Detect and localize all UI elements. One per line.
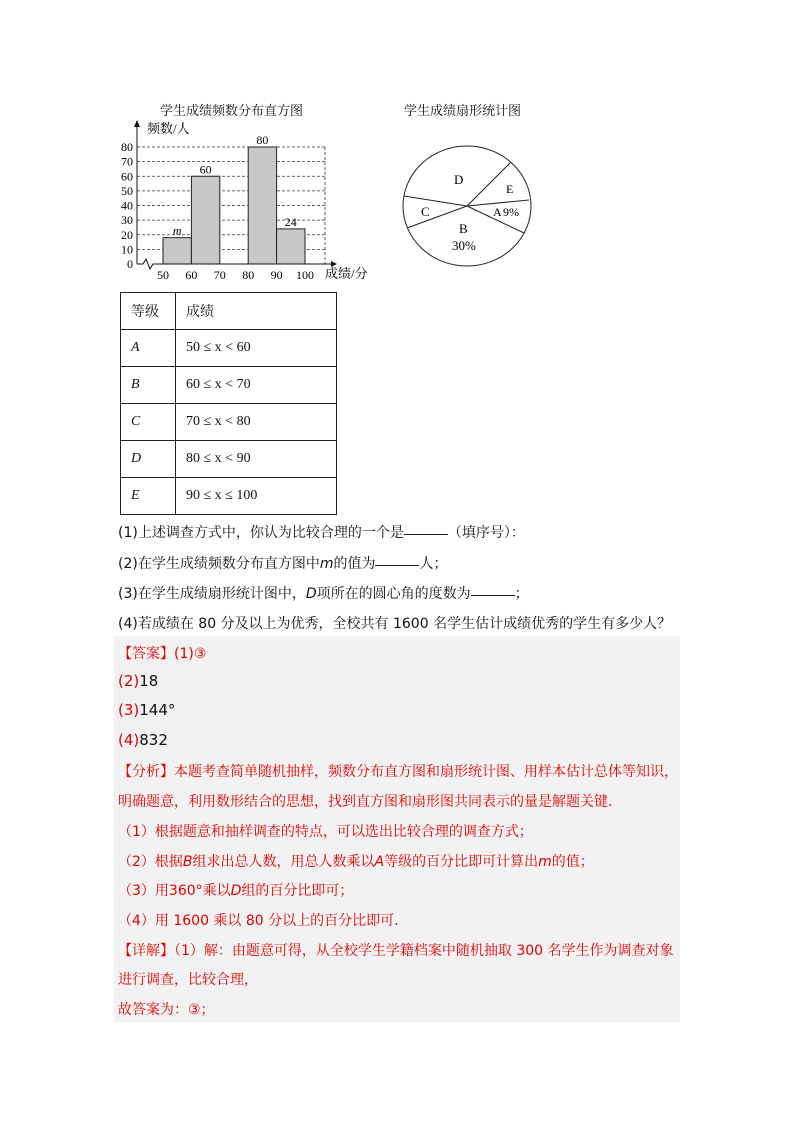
analysis-step-4: （4）用 1600 乘以 80 分以上的百分比即可. [118,913,399,929]
table-header-score: 成绩 [176,293,337,330]
x-tick-label: 80 [242,268,255,282]
range-cell: 80 ≤ x < 90 [176,441,337,478]
range-cell: 90 ≤ x ≤ 100 [176,478,337,515]
bar-data-label: 60 [199,162,212,177]
question-2: (2)在学生成绩频数分布直方图中m的值为 人； [118,556,448,572]
answer-3: (3)144° [118,701,176,719]
analysis-line-2: 明确题意，利用数形结合的思想，找到直方图和扇形图共同表示的量是解题关键. [118,794,613,810]
y-tick-label: 30 [121,213,133,228]
analysis-line-1: 【分析】本题考查简单随机抽样，频数分布直方图和扇形统计图、用样本估计总体等知识， [118,764,678,780]
y-tick-label: 0 [127,257,133,271]
table-header-row [121,293,337,330]
x-tick-label: 70 [213,268,226,282]
question-1: (1)上述调查方式中，你认为比较合理的一个是 （填序号）： [118,525,525,541]
x-tick-label: 90 [270,268,283,282]
bar-data-label: 80 [256,133,269,147]
histogram-bar [163,238,191,264]
y-tick-label: 60 [121,169,133,184]
pie-percent-a: 9% [503,205,519,219]
grade-table [120,292,337,515]
y-tick-label: 20 [121,227,133,242]
x-tick-label: 60 [185,268,198,282]
table-row [121,404,337,441]
bar-data-label: m [172,223,182,238]
y-tick-label: 40 [121,198,133,213]
grade-cell: D [121,441,176,478]
y-tick-label: 80 [121,140,133,154]
pie-percent-b: 30% [452,238,476,253]
analysis-step-3: （3）用360°乘以D组的百分比即可； [118,883,354,899]
analysis-step-1: （1）根据题意和抽样调查的特点，可以选出比较合理的调查方式； [118,824,533,840]
answer-blank [471,594,515,596]
y-tick-label: 50 [121,183,133,198]
table-row [121,478,337,515]
y-tick-label: 70 [121,154,133,169]
x-axis-label: 成绩/分 [325,266,368,281]
pie-title: 学生成绩扇形统计图 [404,104,522,119]
table-row [121,441,337,478]
x-tick-label: 50 [157,268,169,282]
pie-label-b: B [459,221,468,236]
table-row [121,330,337,367]
pie-chart [400,144,534,268]
question-4: (4)若成绩在 80 分及以上为优秀，全校共有 1600 名学生估计成绩优秀的学生有多少人？ [118,616,672,632]
y-axis-arrow [134,120,140,127]
answer-4: (4)832 [118,731,168,749]
detail-line-2: 进行调查，比较合理， [118,972,258,988]
question-3: (3)在学生成绩扇形统计图中，D项所在的圆心角的度数为 ； [118,586,529,602]
answer-blank [404,533,448,535]
pie-label-a: A [493,205,502,219]
answer-2: (2)18 [118,672,159,690]
x-tick-label: 100 [296,268,314,282]
range-cell: 50 ≤ x < 60 [176,330,337,367]
table-row [121,367,337,404]
pie-label-c: C [421,204,430,219]
pie-label-e: E [506,182,514,196]
range-cell: 60 ≤ x < 70 [176,367,337,404]
histogram-bar [277,229,305,264]
answer-blank [375,564,419,566]
grade-cell: A [121,330,176,367]
detail-line-1: 【详解】（1）解：由题意可得，从全校学生学籍档案中随机抽取 300 名学生作为调查对象 [118,943,674,959]
range-cell: 70 ≤ x < 80 [176,404,337,441]
pie-label-d: D [454,172,464,187]
grade-cell: C [121,404,176,441]
grade-cell: B [121,367,176,404]
histogram-chart [115,118,385,288]
answer-1: 【答案】(1)③ [118,646,207,662]
bar-data-label: 24 [284,214,297,229]
analysis-step-2: （2）根据B组求出总人数，用总人数乘以A等级的百分比即可计算出m的值； [118,854,594,870]
histogram-title: 学生成绩频数分布直方图 [160,104,304,119]
grade-cell: E [121,478,176,515]
y-axis-label: 频数/人 [147,121,190,136]
detail-line-3: 故答案为：③； [118,1002,215,1018]
y-tick-label: 10 [121,242,133,257]
histogram-bar [248,147,276,264]
histogram-bar [191,176,219,264]
table-header-grade: 等级 [121,293,176,330]
